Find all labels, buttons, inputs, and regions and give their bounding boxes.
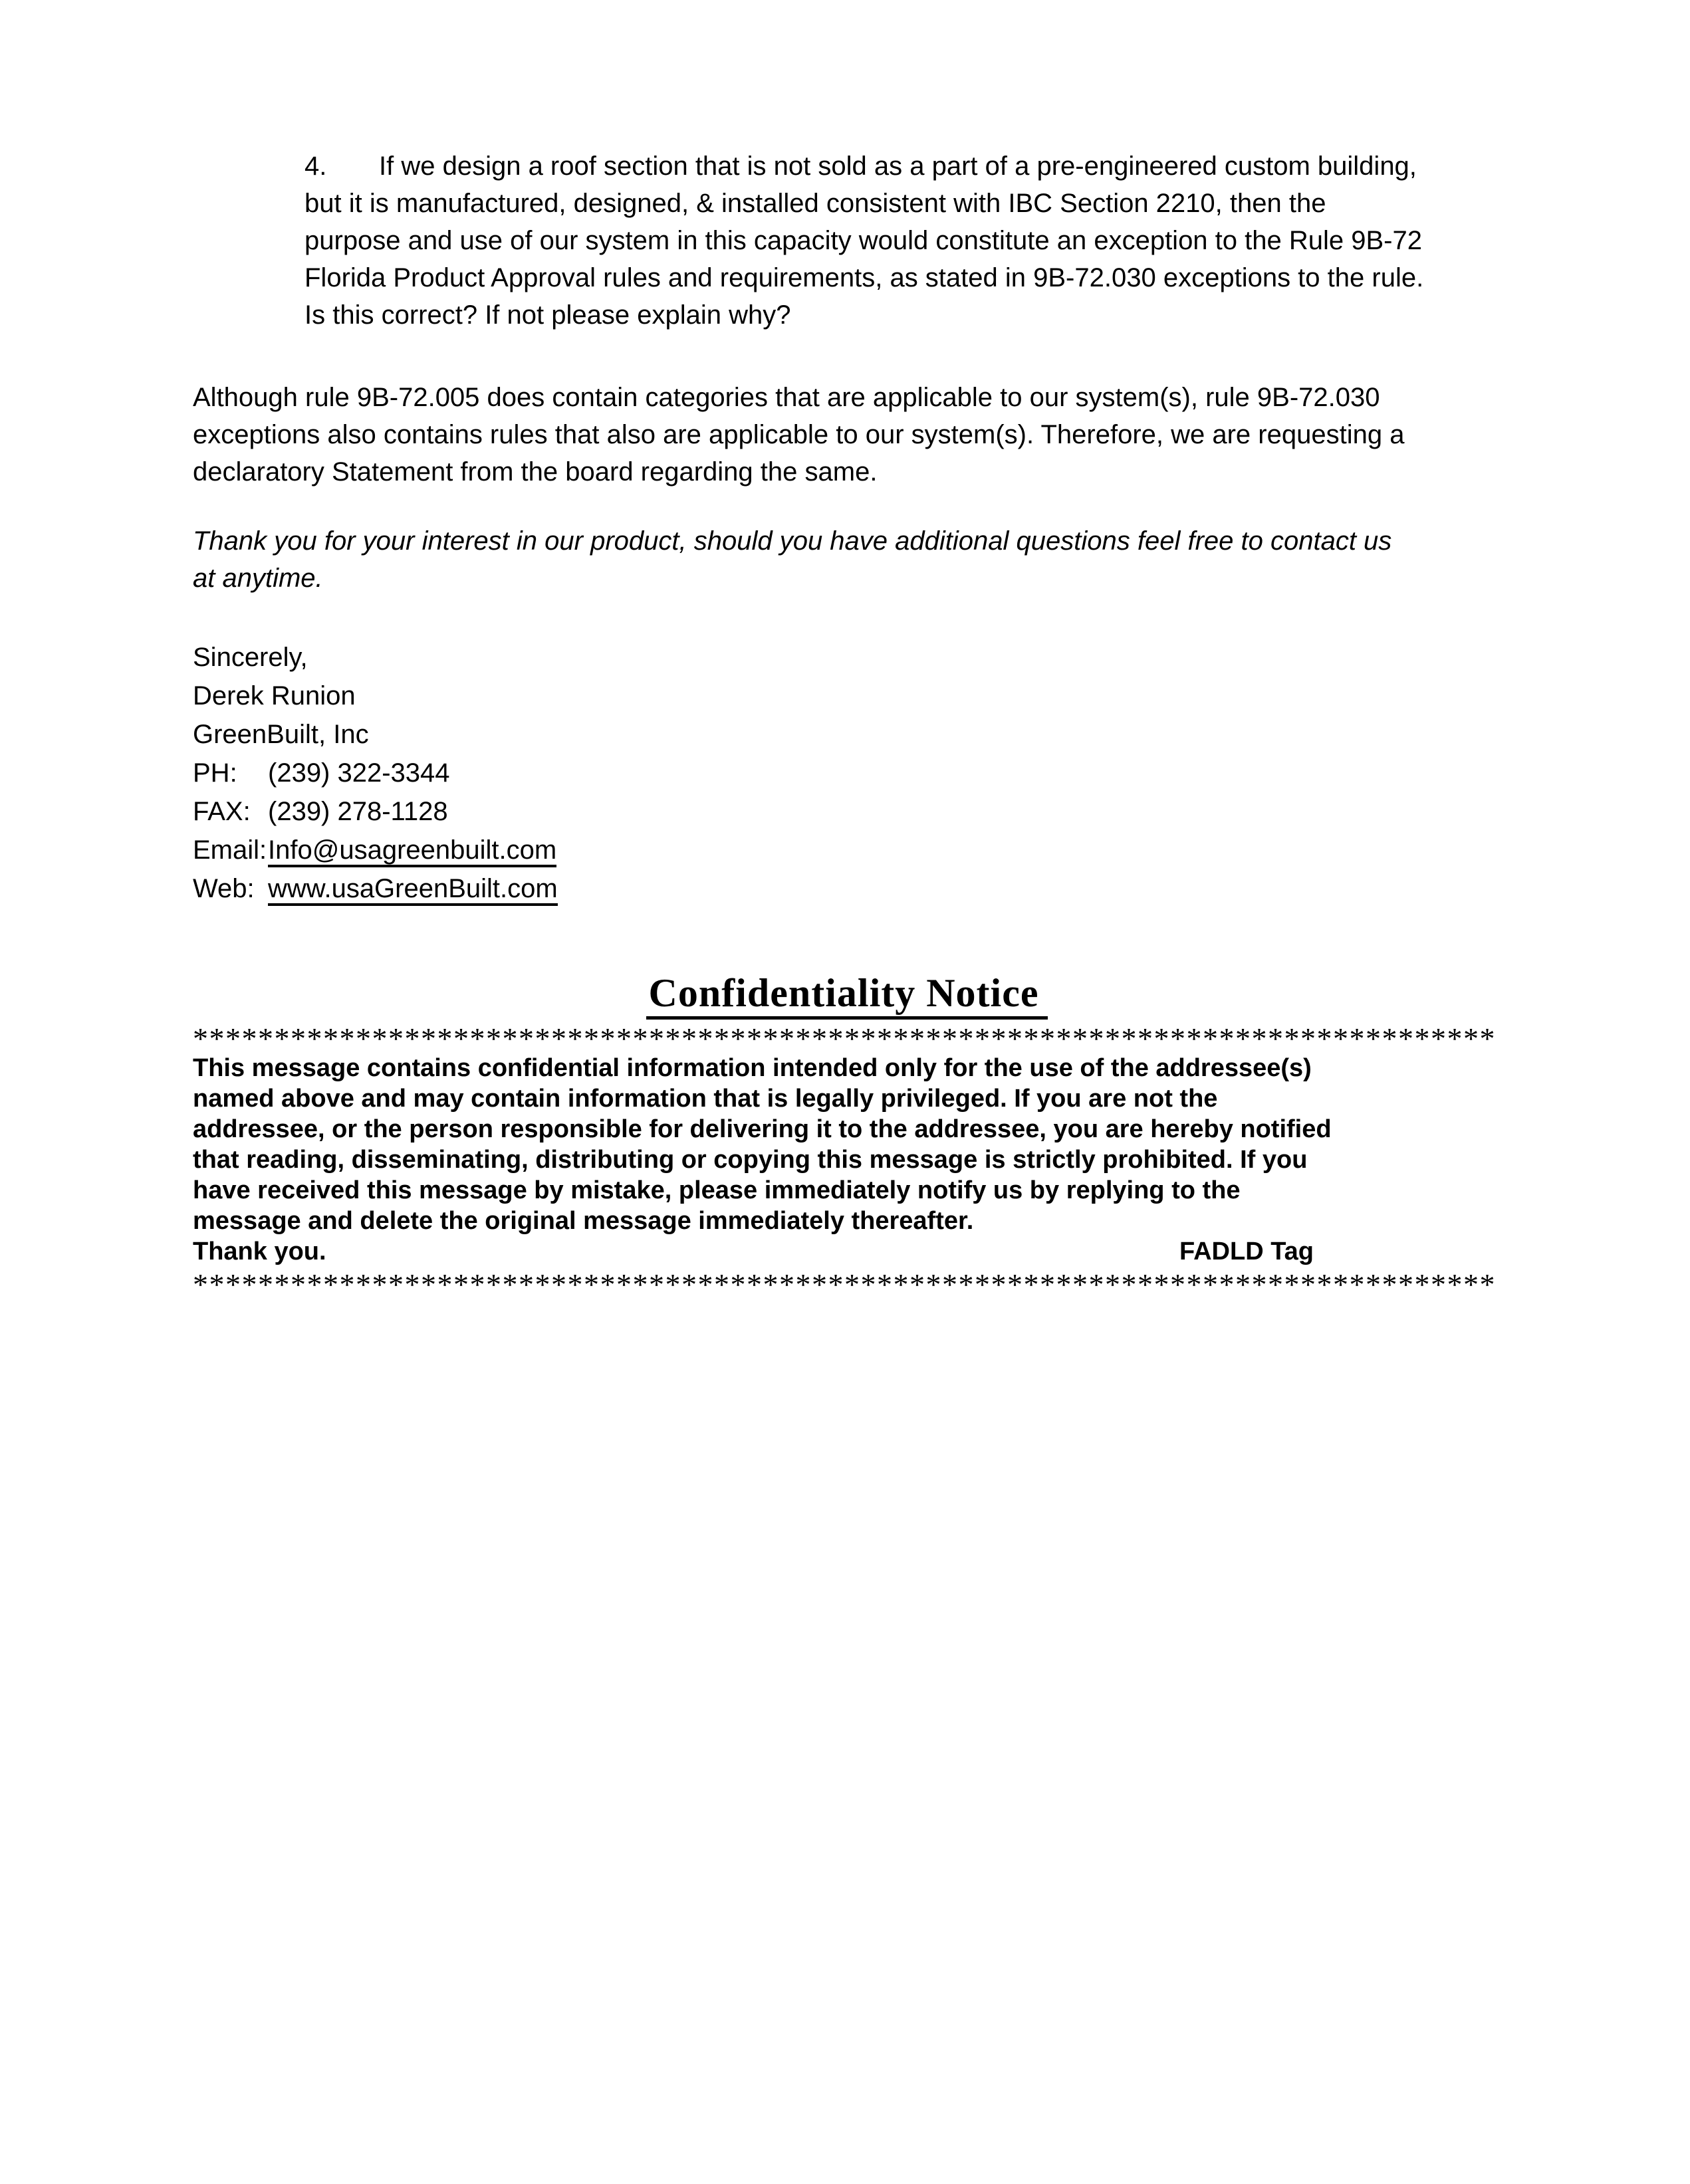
although-paragraph bbox=[193, 379, 1506, 491]
thanks-paragraph bbox=[193, 522, 1506, 597]
signature-email-row bbox=[193, 831, 1506, 869]
paragraph-line bbox=[304, 148, 1501, 185]
notice-line: addressee, or the person responsible for delivering it to the addressee, you are hereby notified bbox=[193, 1115, 1332, 1143]
asterisk-divider-top: ******************************************************************************** bbox=[193, 1022, 1496, 1055]
fax-label: FAX: bbox=[193, 797, 251, 826]
paragraph-line: at anytime. bbox=[193, 564, 323, 593]
notice-line: named above and may contain information that is legally privileged. If you are not the bbox=[193, 1085, 1218, 1113]
notice-line: have received this message by mistake, please immediately notify us by replying to the bbox=[193, 1176, 1241, 1204]
phone-number: (239) 322-3344 bbox=[268, 758, 450, 788]
signature-name: Derek Runion bbox=[193, 681, 356, 710]
item-number: 4. bbox=[304, 152, 327, 181]
paragraph-line: but it is manufactured, designed, & installed consistent with IBC Section 2210, then the bbox=[304, 189, 1326, 218]
paragraph-line: Although rule 9B-72.005 does contain categories that are applicable to our system(s), rule 9B-72.030 bbox=[193, 383, 1380, 412]
signature-web-row bbox=[193, 869, 1506, 908]
signature-block bbox=[193, 638, 1506, 908]
signature-fax-row bbox=[193, 792, 1506, 831]
asterisk-divider-bottom: ******************************************************************************** bbox=[193, 1268, 1496, 1301]
confidentiality-notice-heading bbox=[193, 969, 1501, 1017]
paragraph-line: Is this correct? If not please explain why? bbox=[304, 300, 791, 330]
fadld-tag-text: FADLD Tag bbox=[1179, 1238, 1314, 1265]
confidentiality-notice-body bbox=[193, 1053, 1506, 1267]
paragraph-line: Thank you for your interest in our product, should you have additional questions feel free to contact us bbox=[193, 526, 1392, 556]
phone-label: PH: bbox=[193, 758, 237, 788]
email-label: Email: bbox=[193, 835, 267, 865]
paragraph-line: declaratory Statement from the board regarding the same. bbox=[193, 457, 878, 487]
web-label: Web: bbox=[193, 874, 255, 903]
paragraph-line: exceptions also contains rules that also are applicable to our system(s). Therefore, we are requesting a bbox=[193, 420, 1405, 449]
notice-footer-row bbox=[193, 1236, 1506, 1267]
notice-line: that reading, disseminating, distributing or copying this message is strictly prohibited. If you bbox=[193, 1146, 1308, 1174]
thank-you-text: Thank you. bbox=[193, 1238, 326, 1265]
numbered-question-paragraph bbox=[304, 148, 1501, 334]
notice-line: This message contains confidential information intended only for the use of the addressee(s) bbox=[193, 1054, 1312, 1082]
paragraph-line: Florida Product Approval rules and requirements, as stated in 9B-72.030 exceptions to the rule. bbox=[304, 263, 1424, 292]
email-link[interactable]: Info@usagreenbuilt.com bbox=[268, 835, 556, 867]
fax-number: (239) 278-1128 bbox=[268, 797, 448, 826]
confidentiality-notice-title-text: Confidentiality Notice bbox=[646, 971, 1048, 1020]
website-link[interactable]: www.usaGreenBuilt.com bbox=[268, 874, 558, 906]
notice-line: message and delete the original message immediately thereafter. bbox=[193, 1207, 974, 1235]
signature-company: GreenBuilt, Inc bbox=[193, 720, 369, 749]
paragraph-line-text: If we design a roof section that is not sold as a part of a pre-engineered custom building, bbox=[379, 152, 1417, 181]
paragraph-line: purpose and use of our system in this capacity would constitute an exception to the Rule 9B-72 bbox=[304, 226, 1422, 255]
signature-closing: Sincerely, bbox=[193, 643, 308, 672]
signature-phone-row bbox=[193, 754, 1506, 792]
